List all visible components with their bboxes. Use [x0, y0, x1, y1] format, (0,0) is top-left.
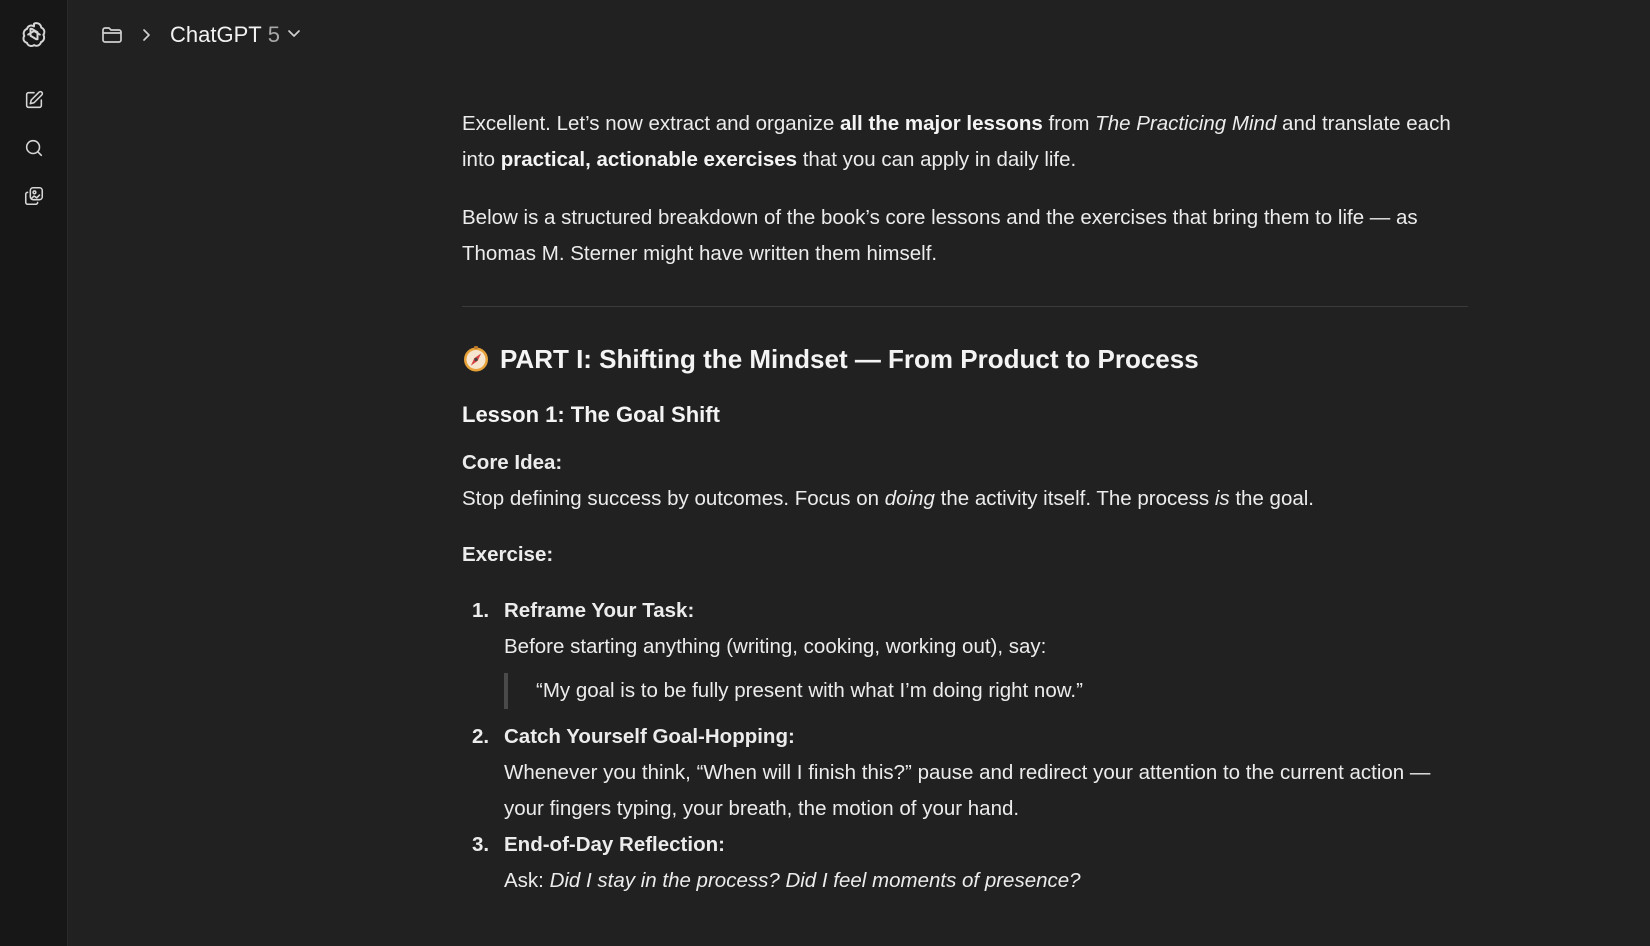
exercise-label: Exercise:: [462, 543, 554, 566]
text-run: Stop defining success by outcomes. Focus on: [462, 487, 885, 510]
bold-run: all the major lessons: [839, 112, 1043, 135]
compass-icon: [462, 345, 490, 373]
divider: [462, 306, 1468, 307]
model-name: ChatGPT: [170, 22, 262, 47]
list-item: [462, 827, 1468, 899]
text-run: Excellent. Let’s now extract and organize: [462, 112, 840, 135]
list-item: [462, 719, 1468, 827]
exercise-list: [462, 593, 1468, 899]
chevron-down-icon: [286, 25, 302, 46]
exercise-title: Catch Yourself Goal-Hopping:: [504, 725, 795, 748]
intro-paragraph: [462, 106, 1468, 178]
exercise-title: Reframe Your Task:: [504, 599, 695, 622]
core-idea-text: [462, 481, 1468, 517]
list-item: [462, 593, 1468, 709]
exercise-text: Before starting anything (writing, cooking, working out), say:: [504, 635, 1047, 658]
core-idea-label: Core Idea:: [462, 451, 563, 474]
folder-icon[interactable]: [99, 22, 125, 48]
chevron-right-icon: [140, 26, 154, 44]
text-run: and translate each into: [462, 112, 1451, 171]
model-switcher[interactable]: [164, 17, 308, 53]
model-version: 5: [267, 22, 280, 47]
bold-run: practical, actionable exercises: [500, 148, 798, 171]
top-bar: [68, 0, 1650, 70]
blockquote: “My goal is to be fully present with what I’m doing right now.”: [504, 673, 1468, 709]
intro-paragraph-2: Below is a structured breakdown of the book’s core lessons and the exercises that bring them to life — as Thomas M. Sterner might have written them himself.: [462, 206, 1418, 265]
list-number: 2.: [472, 725, 490, 748]
openai-logo-icon[interactable]: [18, 18, 50, 50]
list-number: 1.: [472, 599, 490, 622]
text-run: the activity itself. The process: [934, 487, 1215, 510]
part-heading-text: PART I: Shifting the Mindset — From Product to Process: [500, 344, 1199, 374]
exercise-text: [504, 863, 1468, 899]
assistant-message: [462, 106, 1468, 899]
text-run: the goal.: [1229, 487, 1314, 510]
lesson-title: Lesson 1: The Goal Shift: [462, 402, 720, 427]
part-heading: [462, 341, 1468, 377]
list-number: 3.: [472, 833, 490, 856]
book-title: The Practicing Mind: [1095, 112, 1277, 135]
exercise-title: End-of-Day Reflection:: [504, 833, 725, 856]
italic-run: doing: [884, 487, 935, 510]
exercise-text: Whenever you think, “When will I finish this?” pause and redirect your attention to the current action — your fingers typing, your breath, the motion of your hand.: [504, 761, 1431, 820]
italic-run: Did I stay in the process? Did I feel moments of presence?: [549, 869, 1081, 892]
text-run: that you can apply in daily life.: [797, 148, 1077, 171]
italic-run: is: [1214, 487, 1230, 510]
search-icon[interactable]: [18, 132, 50, 164]
text-run: Ask:: [504, 869, 550, 892]
library-icon[interactable]: [18, 180, 50, 212]
sidebar-rail: [0, 0, 68, 946]
new-chat-icon[interactable]: [18, 84, 50, 116]
text-run: from: [1042, 112, 1096, 135]
